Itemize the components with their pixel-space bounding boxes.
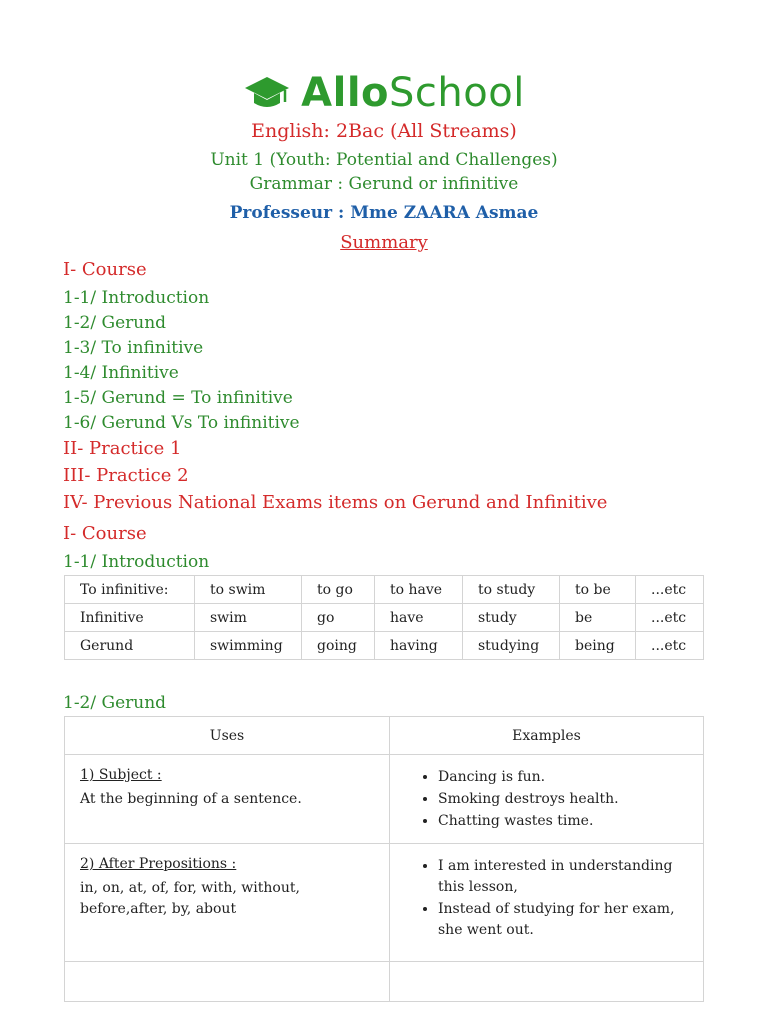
table-cell: swim — [195, 604, 302, 632]
grammar-title: Grammar : Gerund or infinitive — [249, 174, 519, 194]
logo-text: AlloSchool — [301, 70, 525, 116]
examples-list — [420, 767, 688, 832]
table-cell: being — [560, 632, 636, 660]
subject-title: English: 2Bac (All Streams) — [251, 120, 517, 142]
summary-item: 1-2/ Gerund — [63, 313, 167, 333]
summary-item: I- Course — [63, 259, 147, 280]
table-cell: to swim — [195, 576, 302, 604]
table-cell: having — [375, 632, 463, 660]
unit-title: Unit 1 (Youth: Potential and Challenges) — [210, 150, 558, 170]
summary-item: IV- Previous National Exams items on Gerund and Infinitive — [63, 492, 608, 513]
table-cell: to have — [375, 576, 463, 604]
example-item: • Smoking destroys health. — [438, 789, 688, 810]
summary-heading: Summary — [340, 232, 428, 253]
table-cell: going — [302, 632, 375, 660]
empty-cell — [65, 962, 390, 1002]
table-cell: study — [463, 604, 560, 632]
table-cell: ...etc — [636, 576, 704, 604]
examples-cell — [390, 844, 704, 962]
example-item: • Instead of studying for her exam, she went out. — [438, 899, 688, 941]
table-row — [65, 632, 704, 660]
table-cell: to study — [463, 576, 560, 604]
table-row — [65, 576, 704, 604]
table-row — [65, 604, 704, 632]
column-header-examples: Examples — [390, 717, 704, 755]
summary-item: II- Practice 1 — [63, 438, 182, 459]
graduation-cap-icon — [243, 73, 291, 113]
example-item: • Chatting wastes time. — [438, 811, 688, 832]
use-title: 2) After Prepositions : — [80, 856, 237, 872]
table-cell: go — [302, 604, 375, 632]
table-row — [65, 844, 704, 962]
use-text: in, on, at, of, for, with, without, before,after, by, about — [80, 880, 300, 917]
table-cell: ...etc — [636, 632, 704, 660]
professor-name: Professeur : Mme ZAARA Asmae — [229, 203, 539, 223]
use-text: At the beginning of a sentence. — [80, 791, 302, 807]
table-cell: To infinitive: — [65, 576, 195, 604]
gerund-title: 1-2/ Gerund — [63, 693, 167, 713]
summary-item: 1-3/ To infinitive — [63, 338, 204, 358]
table-cell: ...etc — [636, 604, 704, 632]
use-cell — [65, 844, 390, 962]
summary-item: 1-4/ Infinitive — [63, 363, 179, 383]
table-row — [65, 962, 704, 1002]
table-cell: to be — [560, 576, 636, 604]
table-row — [65, 755, 704, 844]
alloschool-logo — [0, 68, 768, 118]
table-cell: Gerund — [65, 632, 195, 660]
table-cell: Infinitive — [65, 604, 195, 632]
use-title: 1) Subject : — [80, 767, 162, 783]
examples-cell — [390, 755, 704, 844]
empty-cell — [390, 962, 704, 1002]
summary-item: III- Practice 2 — [63, 465, 189, 486]
examples-list — [420, 856, 688, 941]
summary-item: 1-1/ Introduction — [63, 288, 210, 308]
intro-title: 1-1/ Introduction — [63, 552, 210, 572]
gerund-table — [64, 716, 704, 1002]
section-title: I- Course — [63, 523, 147, 544]
summary-item: 1-6/ Gerund Vs To infinitive — [63, 413, 300, 433]
example-item: • I am interested in understanding this lesson, — [438, 856, 688, 898]
table-header-row — [65, 717, 704, 755]
example-item: • Dancing is fun. — [438, 767, 688, 788]
summary-item: 1-5/ Gerund = To infinitive — [63, 388, 293, 408]
table-cell: be — [560, 604, 636, 632]
table-cell: to go — [302, 576, 375, 604]
table-cell: studying — [463, 632, 560, 660]
table-cell: have — [375, 604, 463, 632]
table-cell: swimming — [195, 632, 302, 660]
use-cell — [65, 755, 390, 844]
column-header-uses: Uses — [65, 717, 390, 755]
intro-table — [64, 575, 704, 660]
